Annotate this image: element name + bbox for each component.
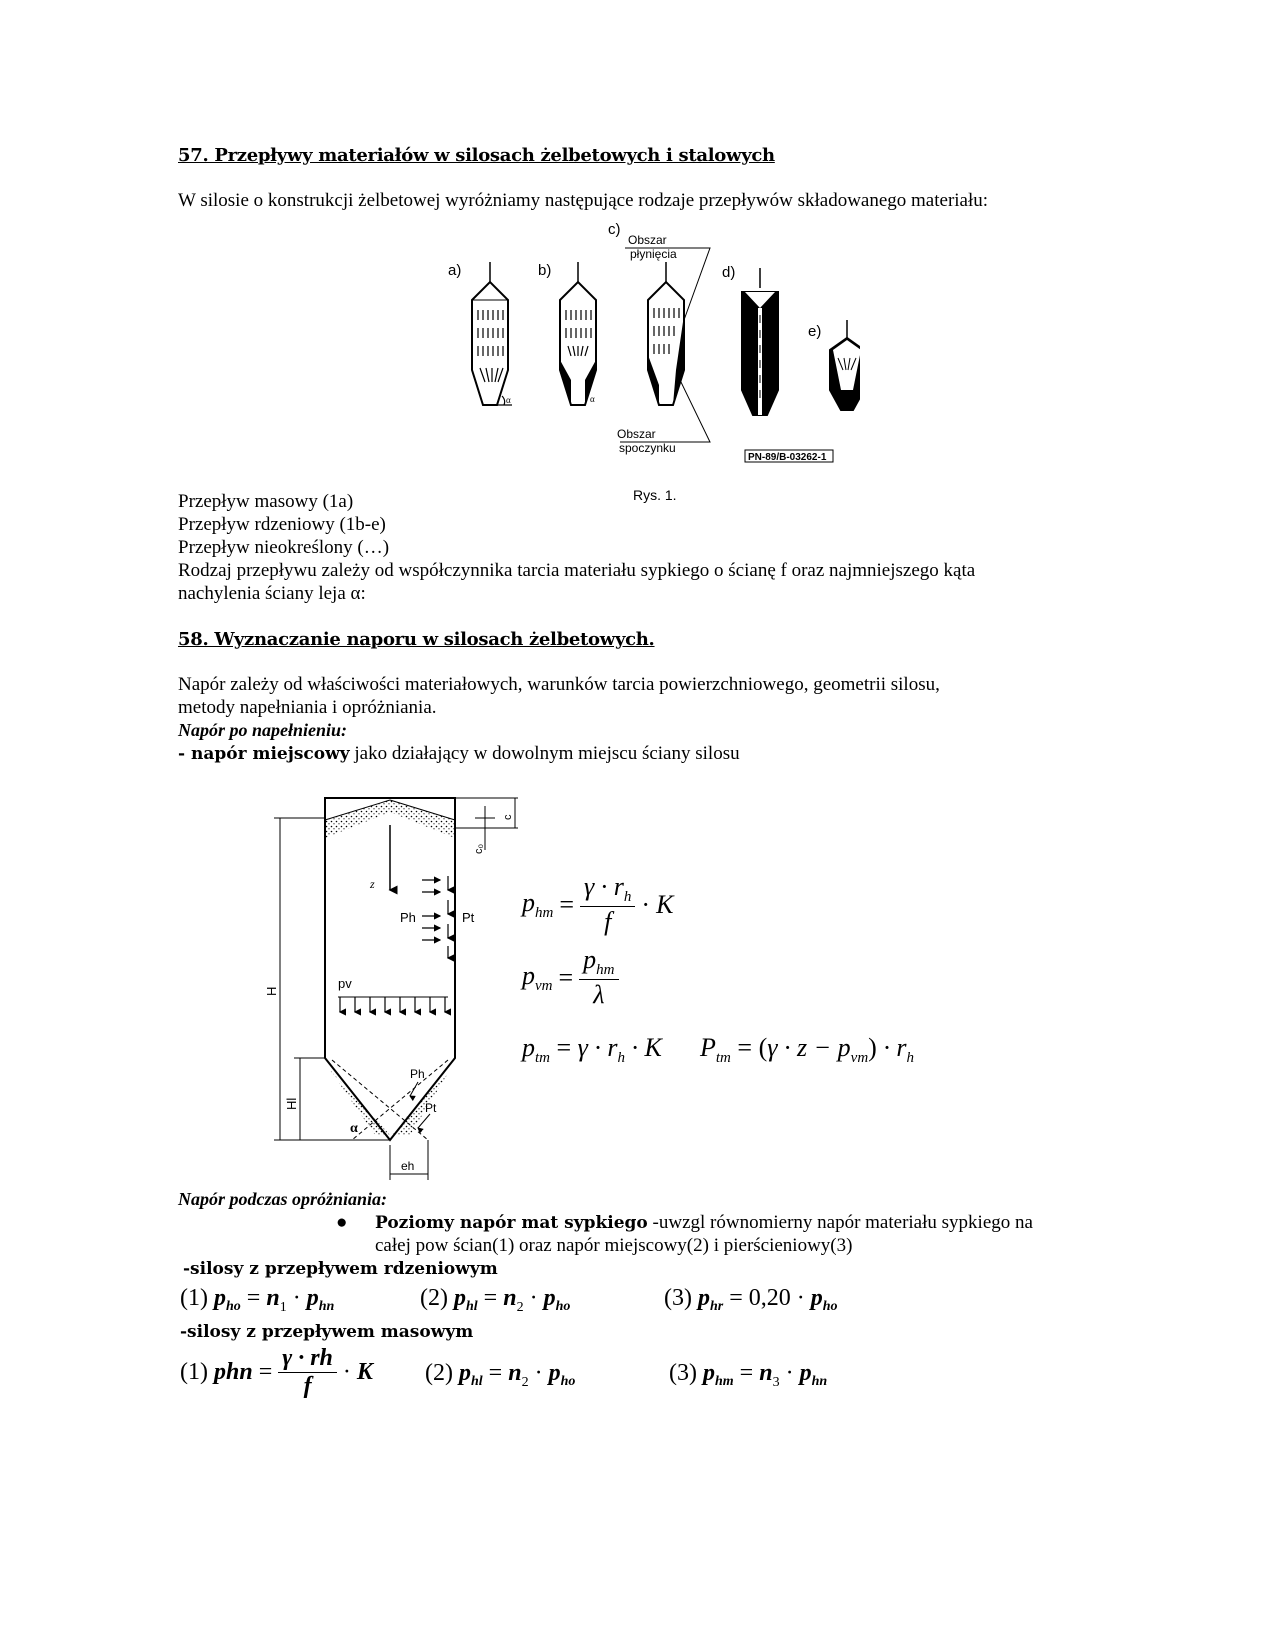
fig1-label-b: b) xyxy=(538,262,552,279)
pn-standard-code: PN-89/B-03262-1 xyxy=(748,452,827,463)
flow-dependency-line-1: Rodzaj przepływu zależy od współczynnika tarcia materiału sypkiego o ścianę f oraz najmniejszego kąta xyxy=(178,560,976,581)
silo-a xyxy=(472,262,512,405)
local-pressure-term: - napór miejscowy xyxy=(178,744,350,764)
section-58-para-line-2: metody napełniania i opróżniania. xyxy=(178,697,437,718)
label-eh: eh xyxy=(401,1159,415,1173)
label-pt: Pt xyxy=(462,910,475,925)
horizontal-pressure-line xyxy=(375,1211,1033,1235)
horizontal-pressure-desc: -uwzgl równomierny napór materiału sypkiego na xyxy=(647,1212,1033,1233)
fig1-label-d: d) xyxy=(722,264,736,281)
label-alpha: α xyxy=(350,1121,358,1136)
fig1-label-c: c) xyxy=(608,221,621,238)
silo-pressure-figure xyxy=(260,790,530,1190)
obszar-spoczynku-line2: spoczynku xyxy=(619,441,676,455)
svg-text:α: α xyxy=(590,394,595,404)
figure-1-caption: Rys. 1. xyxy=(633,487,677,503)
bullet-dot: ● xyxy=(336,1212,348,1233)
horizontal-pressure-term: Poziomy napór mat sypkiego xyxy=(375,1213,648,1233)
fig1-label-e: e) xyxy=(808,323,822,340)
svg-text:α: α xyxy=(506,395,511,405)
silo-c xyxy=(620,248,710,442)
undefined-flow-line: Przepływ nieokreślony (…) xyxy=(178,537,390,558)
label-Hl: Hl xyxy=(284,1097,299,1110)
label-c: c xyxy=(502,814,514,820)
local-pressure-desc: jako działający w dowolnym miejscu ściany silosu xyxy=(349,743,740,764)
label-z: z xyxy=(370,877,375,891)
silo-b xyxy=(560,262,596,405)
subheading-during-emptying: Napór podczas opróżniania: xyxy=(178,1189,388,1209)
horizontal-pressure-line-2: całej pow ścian(1) oraz napór miejscowy(2) i pierścieniowy(3) xyxy=(375,1235,853,1256)
subheading-after-filling: Napór po napełnieniu: xyxy=(178,720,348,740)
local-pressure-line xyxy=(178,742,740,766)
silo-e xyxy=(830,320,860,410)
flow-types-figure xyxy=(440,220,860,510)
formula-Ptm: $P_{tm} = (\gamma \cdot z - p_{vm}) \cdot r_h$ xyxy=(700,1033,914,1067)
fig1-label-a: a) xyxy=(448,262,462,279)
label-ph-hopper: Ph xyxy=(410,1067,425,1081)
mass-flow-line: Przepływ masowy (1a) xyxy=(178,491,354,512)
mass-flow-formula-1: (1) phn = $\frac{\gamma \cdot rh}{f}$ · K xyxy=(180,1345,373,1399)
label-ph: Ph xyxy=(400,910,416,925)
section-58-para-line-1: Napór zależy od właściwości materiałowych, warunków tarcia powierzchniowego, geometrii silosu, xyxy=(178,674,940,695)
label-H: H xyxy=(264,986,279,996)
label-c0: c₀ xyxy=(473,843,485,854)
section-58-title: 58. Wyznaczanie naporu w silosach żelbetowych. xyxy=(178,629,655,650)
mass-flow-formula-3: (3) $p_{hm} = n_3 \cdot p_{hn}$ xyxy=(669,1360,828,1390)
formula-phm: $p_{hm}$ = $\frac{\gamma \cdot r_h}{f}$ · K xyxy=(522,872,674,937)
obszar-spoczynku-line1: Obszar xyxy=(617,427,656,441)
core-flow-silos-label: -silosy z przepływem rdzeniowym xyxy=(183,1259,498,1279)
label-pv: pv xyxy=(338,976,352,991)
mass-flow-formula-2: (2) $p_{hl} = n_2 \cdot p_{ho}$ xyxy=(425,1360,576,1390)
core-flow-formula-2: (2) $p_{hl} = n_2 \cdot p_{ho}$ xyxy=(420,1285,571,1315)
formula-ptm: $p_{tm} = \gamma \cdot r_h \cdot K$ xyxy=(522,1033,662,1067)
section-57-title: 57. Przepływy materiałów w silosach żelbetowych i stalowych xyxy=(178,145,775,166)
silo-d xyxy=(742,268,778,415)
obszar-plyniecia-line1: Obszar xyxy=(628,233,667,247)
core-flow-formula-1: (1) $p_{ho} = n_1 \cdot p_{hn}$ xyxy=(180,1285,335,1315)
flow-dependency-line-2: nachylenia ściany leja α: xyxy=(178,583,366,604)
obszar-plyniecia-line2: płynięcia xyxy=(630,247,677,261)
label-pt-hopper: Pt xyxy=(425,1101,437,1115)
mass-flow-silos-label: -silosy z przepływem masowym xyxy=(180,1322,474,1342)
core-flow-line: Przepływ rdzeniowy (1b-e) xyxy=(178,514,386,535)
core-flow-formula-3: (3) $p_{hr} = 0,20 \cdot p_{ho}$ xyxy=(664,1285,838,1314)
section-57-intro: W silosie o konstrukcji żelbetowej wyróżniamy następujące rodzaje przepływów składowanego materiału: xyxy=(178,190,989,211)
formula-pvm: $p_{vm}$ = $\frac{p_{hm}}{\lambda}$ xyxy=(522,945,619,1010)
